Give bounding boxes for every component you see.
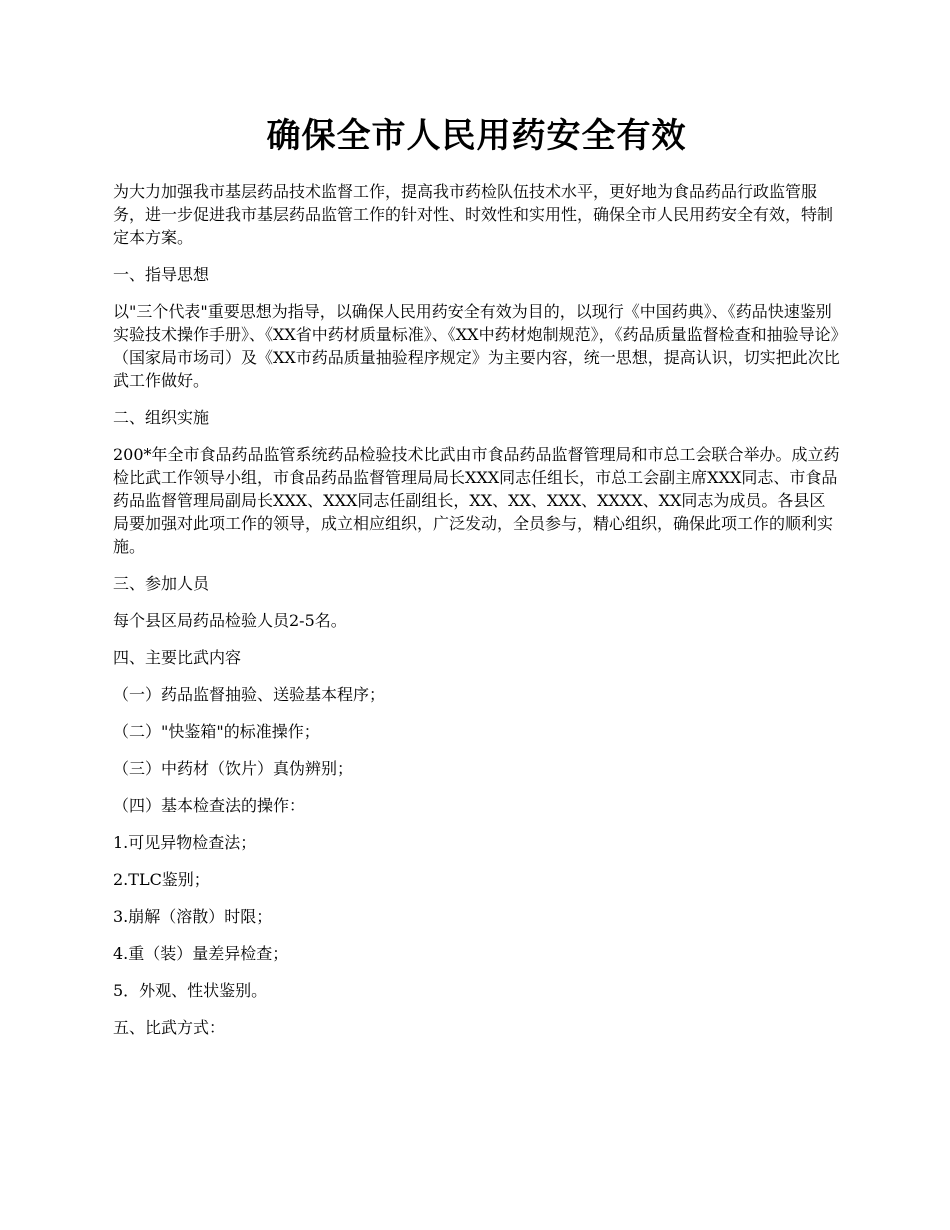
list-item: （四）基本检查法的操作： [113, 796, 306, 815]
section-heading: 四、主要比武内容 [113, 648, 242, 667]
body-paragraph: 以"三个代表"重要思想为指导，以确保人民用药安全有效为目的，以现行《中国药典》、《药品快速鉴别实验技术操作手册》、《XX省中药材质量标准》、《XX中药材炮制规范》，《药品质量监督检查和抽验导论》（国家局市场司）及《XX市药品质量抽验程序规定》为主要内容，统一思想，提高认识，切实把此次比武工作做好。 [113, 302, 840, 390]
list-item: 1.可见异物检查法； [113, 833, 257, 852]
document-title: 确保全市人民用药安全有效 [266, 116, 687, 156]
section-heading: 二、组织实施 [113, 408, 210, 427]
section-heading: 五、比武方式： [113, 1018, 226, 1037]
intro-paragraph: 为大力加强我市基层药品技术监督工作，提高我市药检队伍技术水平，更好地为食品药品行政监管服务，进一步促进我市基层药品监管工作的针对性、时效性和实用性，确保全市人民用药安全有效，特制定本方案。 [113, 182, 834, 247]
list-item: （二）"快鉴箱"的标准操作； [113, 722, 320, 741]
section-heading: 三、参加人员 [113, 574, 210, 593]
list-item: 4.重（装）量差异检查； [113, 944, 289, 963]
list-item: 2.TLC鉴别； [113, 870, 210, 889]
body-paragraph: 200*年全市食品药品监管系统药品检验技术比武由市食品药品监督管理局和市总工会联合举办。成立药检比武工作领导小组，市食品药品监督管理局局长XXX同志任组长，市总工会副主席XXX同志、市食品药品监督管理局副局长XXX、XXX同志任副组长，XX、XX、XXX、XXXX、XX同志为成员。各县区局要加强对此项工作的领导，成立相应组织，广泛发动，全员参与，精心组织，确保此项工作的顺利实施。 [113, 445, 840, 556]
list-item: （三）中药材（饮片）真伪辨别； [113, 759, 354, 778]
section-heading: 一、指导思想 [113, 265, 210, 284]
list-item: 3.崩解（溶散）时限； [113, 907, 273, 926]
list-item: 5．外观、性状鉴别。 [113, 981, 268, 1000]
body-paragraph: 每个县区局药品检验人员2-5名。 [113, 611, 347, 630]
list-item: （一）药品监督抽验、送验基本程序； [113, 685, 386, 704]
document-body [113, 180, 840, 1053]
